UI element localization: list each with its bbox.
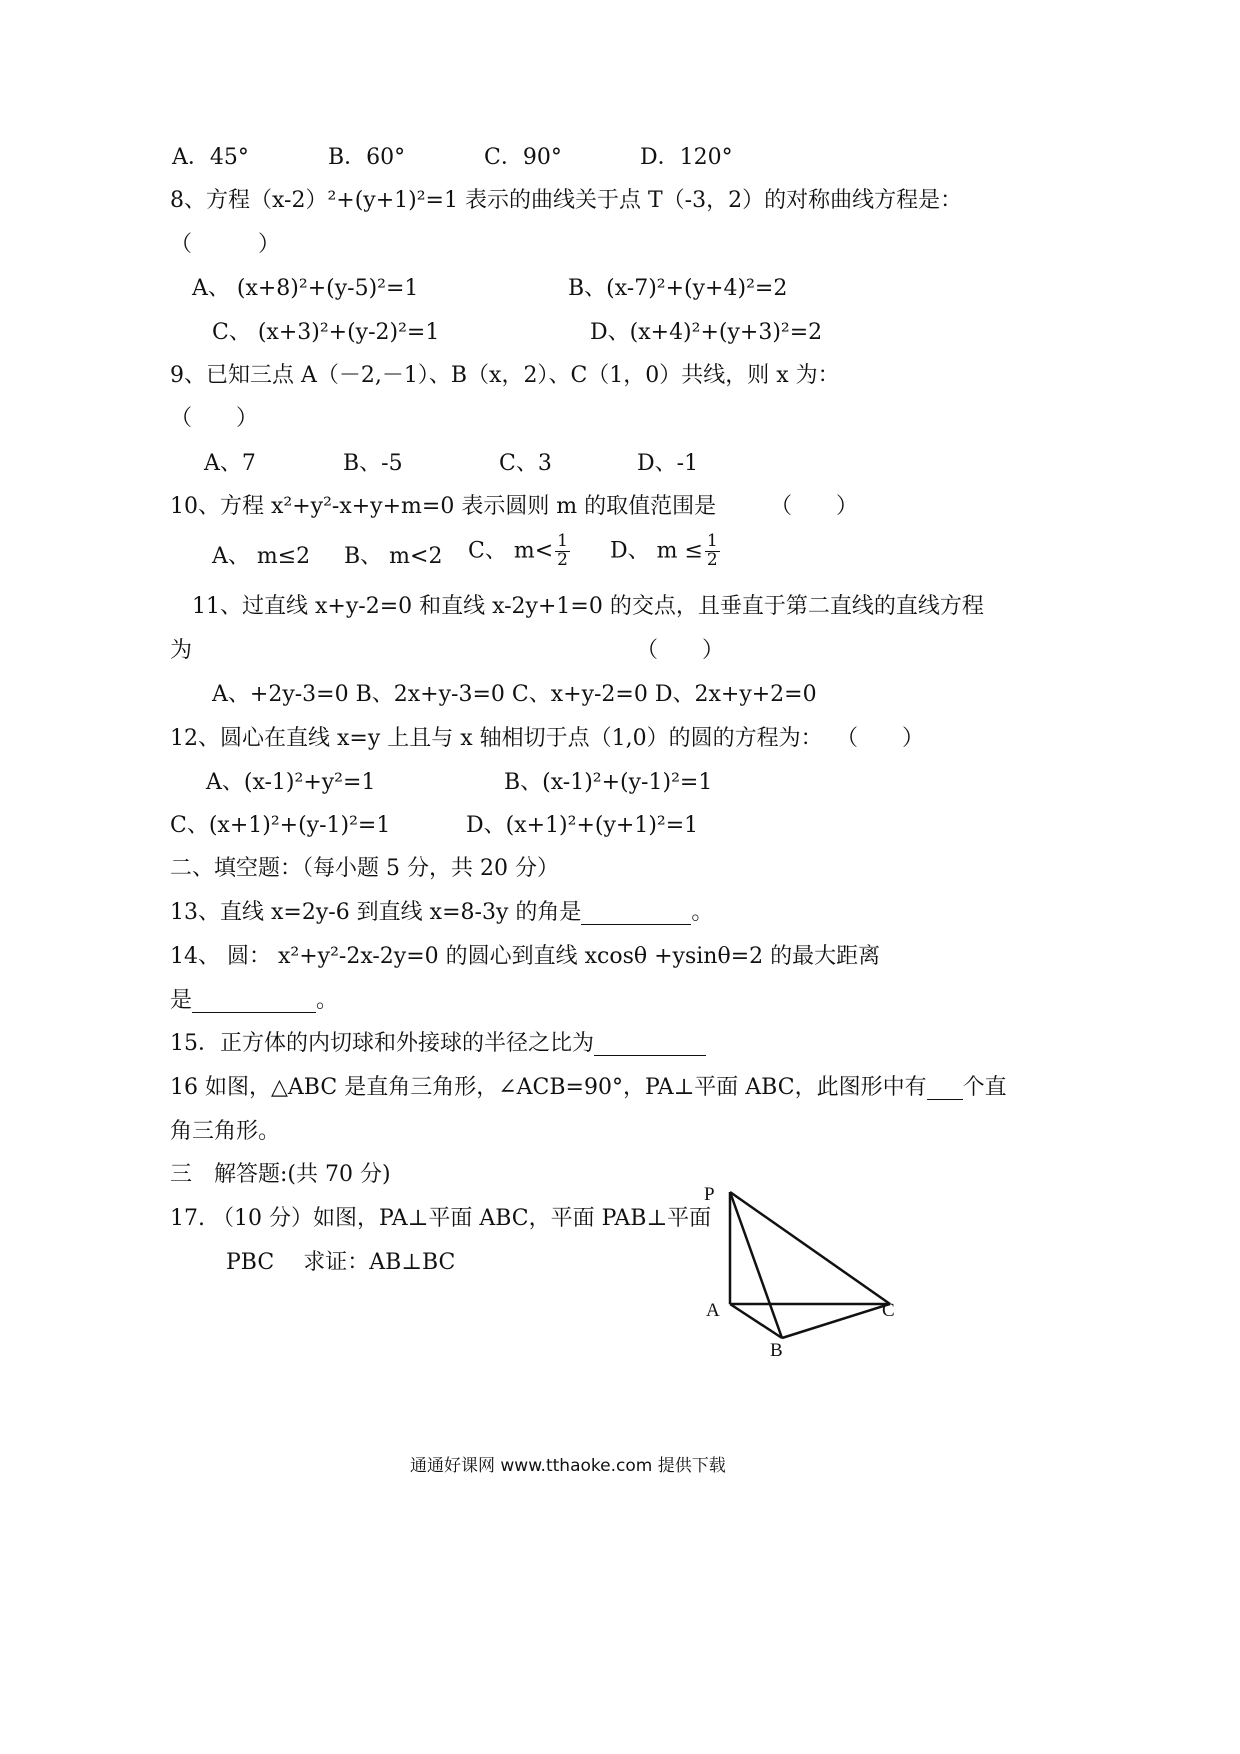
q10-option-c [468,533,570,570]
q14-cont: 是 [170,988,193,1013]
q11-stem: 11、过直线 x+y-2=0 和直线 x-2y+1=0 的交点，且垂直于第二直线的直线方程 [192,594,984,619]
q15-answer-blank[interactable] [594,1033,706,1056]
q16 [170,1077,1007,1100]
q14-answer-blank[interactable] [192,990,316,1013]
section-3-heading: 三 解答题:(共 70 分) [170,1162,391,1187]
q13-end: 。 [691,900,714,925]
q14-end: 。 [316,988,339,1013]
q8-option-c: C、 (x+3)²+(y-2)²=1 [212,320,440,345]
label-c: C [882,1300,895,1321]
q9-option-b: B、-5 [343,451,403,476]
q9-option-d: D、-1 [637,451,699,476]
q15-text: 15．正方体的内切球和外接球的半径之比为 [170,1031,594,1056]
q12-option-d: D、(x+1)²+(y+1)²=1 [466,813,699,838]
q8-option-b: B、(x-7)²+(y+4)²=2 [568,276,788,301]
q11-stem-continued: 为 [170,638,193,663]
fraction-numerator: 1 [706,531,718,551]
edge-pc [730,1192,890,1304]
q8-answer-paren: （ ） [170,232,281,257]
q12-answer-paren: （ ） [836,726,925,751]
fraction-denominator: 2 [706,549,718,570]
edge-bc [782,1304,890,1338]
q7-option-b: B．60° [328,145,406,170]
label-a: A [706,1300,720,1321]
q15 [170,1033,706,1056]
q7-option-d: D．120° [640,145,733,170]
q8-stem: 8、方程（x-2）²+(y+1)²=1 表示的曲线关于点 T（-3，2）的对称曲线方程是： [170,188,963,213]
label-p: P [704,1184,715,1205]
q10-option-a: A、 m≤2 [212,544,311,569]
q9-option-c: C、3 [499,451,552,476]
q13-text: 13、直线 x=2y-6 到直线 x=8-3y 的角是 [170,900,582,925]
page-footer: 通通好课网 www.tthaoke.com 提供下载 [410,1456,726,1476]
edge-ab [730,1304,782,1338]
section-2-heading: 二、填空题：（每小题 5 分，共 20 分） [170,856,559,881]
q17-line-2: PBC 求证：AB⊥BC [226,1250,456,1275]
q12-option-b: B、(x-1)²+(y-1)²=1 [504,770,713,795]
q8-option-a: A、 (x+8)²+(y-5)²=1 [192,276,419,301]
q10-option-d [610,533,720,570]
q7-option-c: C．90° [484,145,562,170]
q16-continued: 角三角形。 [170,1119,281,1144]
q10-stem: 10、方程 x²+y²-x+y+m=0 表示圆则 m 的取值范围是 [170,494,717,519]
q10-option-c-prefix: C、 m< [468,538,554,564]
q13-answer-blank[interactable] [581,902,691,925]
q10-option-c-fraction [555,533,570,570]
q14-text: 14、 圆： x²+y²-2x-2y=0 的圆心到直线 xcosθ +ysinθ=2 的最大距离 [170,944,881,969]
q9-answer-paren: （ ） [170,406,259,431]
q11-answer-paren: （ ） [636,638,725,663]
q10-option-d-prefix: D、 m ≤ [610,538,703,564]
q12-stem: 12、圆心在直线 x=y 上且与 x 轴相切于点（1,0）的圆的方程为： [170,726,823,751]
q16-text-a: 16 如图，△ABC 是直角三角形，∠ACB=90°，PA⊥平面 ABC，此图形中有 [170,1075,927,1100]
q10-answer-paren: （ ） [770,494,859,519]
q12-option-a: A、(x-1)²+y²=1 [206,770,376,795]
edge-pb [730,1192,782,1338]
q13 [170,902,713,925]
q10-option-b: B、 m<2 [344,544,443,569]
q16-text-b: 个直 [962,1075,1007,1100]
q9-option-a: A、7 [204,451,256,476]
q11-options: A、+2y-3=0 B、2x+y-3=0 C、x+y-2=0 D、2x+y+2=0 [212,682,817,707]
q14-continued [170,990,338,1013]
q10-option-d-fraction [705,533,720,570]
q9-stem: 9、已知三点 A（－2,－1）、B（x，2）、C（1，0）共线，则 x 为： [170,363,840,388]
label-b: B [770,1340,783,1361]
q17-line-1: 17. （10 分）如图，PA⊥平面 ABC，平面 PAB⊥平面 [170,1206,712,1231]
q7-option-a: A．45° [172,145,249,170]
q17-figure [696,1178,926,1368]
q8-option-d: D、(x+4)²+(y+3)²=2 [590,320,823,345]
fraction-numerator: 1 [557,531,568,551]
q12-option-c: C、(x+1)²+(y-1)²=1 [170,813,391,838]
fraction-denominator: 2 [557,549,568,570]
q16-answer-blank[interactable] [927,1077,963,1100]
